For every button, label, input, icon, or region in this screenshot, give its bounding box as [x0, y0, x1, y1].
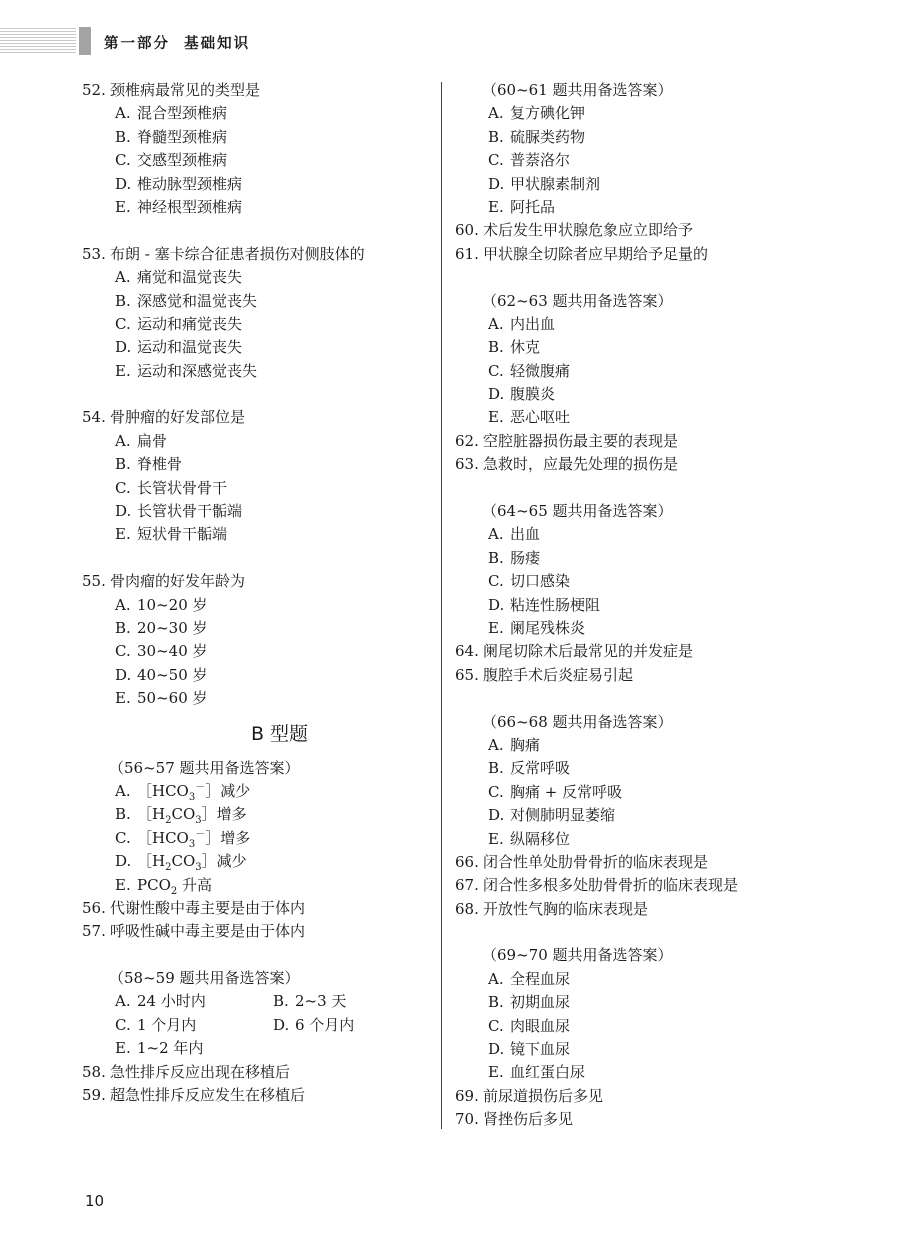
- option: E. 运动和深感觉丧失: [115, 361, 258, 380]
- option: A. $[HCO_3^-]$减少: [115, 781, 251, 803]
- group-note: （62~63 题共用备选答案）: [482, 291, 673, 310]
- question-60: 60. 术后发生甲状腺危象应立即给予: [455, 221, 694, 240]
- group-note: （64~65 题共用备选答案）: [482, 502, 673, 521]
- option: D. 6 个月内: [273, 1015, 355, 1034]
- option: C. 切口感染: [488, 572, 571, 591]
- page-number: 10: [85, 1192, 105, 1210]
- group-note: （60~61 题共用备选答案）: [482, 81, 673, 99]
- option: D. 粘连性肠梗阻: [488, 595, 601, 614]
- spacer: [82, 383, 437, 406]
- option: B. 反常呼吸: [488, 759, 571, 778]
- option: B. 深感觉和温觉丧失: [115, 291, 258, 310]
- group-note: （58~59 题共用备选答案）: [109, 969, 300, 988]
- question-68: 68. 开放性气胸的临床表现是: [455, 899, 649, 918]
- option: A. 10~20 岁: [115, 595, 208, 614]
- question-61: 61. 甲状腺全切除者应早期给予足量的: [455, 244, 709, 263]
- option: B. 2~3 天: [273, 992, 347, 1011]
- option: C. 30~40 岁: [115, 642, 208, 661]
- option: D. 甲状腺素制剂: [488, 174, 601, 193]
- group-note: （69~70 题共用备选答案）: [482, 946, 673, 965]
- option: B. 休克: [488, 338, 541, 357]
- option: B. 脊椎骨: [115, 455, 183, 474]
- option: B. 硫脲类药物: [488, 127, 586, 146]
- option: B. 20~30 岁: [115, 618, 208, 637]
- option: C. 肉眼血尿: [488, 1016, 571, 1035]
- left-column: [82, 79, 437, 1107]
- running-header: 第一部分 基础知识: [104, 36, 251, 52]
- option: D. 运动和温觉丧失: [115, 338, 243, 357]
- spacer: [455, 921, 855, 944]
- option: D. 长管状骨干骺端: [115, 502, 243, 521]
- option-row: [82, 1014, 437, 1037]
- question-65: 65. 腹腔手术后炎症易引起: [455, 665, 634, 684]
- option: D. 40~50 岁: [115, 665, 208, 684]
- option: A. 混合型颈椎病: [115, 104, 228, 123]
- option: E. 50~60 岁: [115, 689, 208, 708]
- option: C. $[HCO_3^-]$增多: [115, 828, 251, 850]
- option: B. 肠瘘: [488, 548, 541, 567]
- option: D. 腹膜炎: [488, 385, 556, 404]
- question-66: 66. 闭合性单处肋骨骨折的临床表现是: [455, 852, 709, 871]
- question-70: 70. 肾挫伤后多见: [455, 1110, 574, 1129]
- option: E. 血红蛋白尿: [488, 1063, 586, 1082]
- option: E. 纵隔移位: [488, 829, 571, 848]
- option: C. 轻微腹痛: [488, 361, 571, 380]
- option: B. 初期血尿: [488, 993, 571, 1012]
- option: E. 神经根型颈椎病: [115, 197, 243, 216]
- header-bar: [79, 27, 91, 55]
- option: D. 椎动脉型颈椎病: [115, 174, 243, 193]
- spacer: [455, 687, 855, 710]
- option: A. 出血: [488, 525, 541, 544]
- option: E. 恶心呕吐: [488, 408, 571, 427]
- option: D. $[H_2CO_3]$减少: [115, 852, 247, 874]
- option: E. 短状骨干骺端: [115, 525, 228, 544]
- option: A. 痛觉和温觉丧失: [115, 268, 243, 287]
- spacer: [82, 944, 437, 967]
- option: C. 长管状骨骨干: [115, 478, 228, 497]
- option: E. 阑尾残株炎: [488, 618, 586, 637]
- question-62: 62. 空腔脏器损伤最主要的表现是: [455, 431, 679, 450]
- question-56: 56. 代谢性酸中毒主要是由于体内: [82, 898, 306, 917]
- question-59: 59. 超急性排斥反应发生在移植后: [82, 1086, 306, 1105]
- option: A. 全程血尿: [488, 969, 571, 988]
- section-heading: B 型题: [250, 722, 309, 745]
- option: A. 内出血: [488, 314, 556, 333]
- question-53: 53. 布朗 - 塞卡综合征患者损伤对侧肢体的: [82, 244, 365, 263]
- option: A. 复方碘化钾: [488, 104, 586, 123]
- option: D. 镜下血尿: [488, 1040, 571, 1059]
- question-57: 57. 呼吸性碱中毒主要是由于体内: [82, 922, 306, 941]
- group-note: （56~57 题共用备选答案）: [109, 758, 300, 777]
- question-55: 55. 骨肉瘤的好发年龄为: [82, 572, 246, 591]
- header-decoration: [0, 28, 76, 54]
- spacer: [82, 547, 437, 570]
- question-54: 54. 骨肿瘤的好发部位是: [82, 408, 246, 427]
- column-divider: [441, 82, 442, 1129]
- question-52: 52. 颈椎病最常见的类型是: [82, 81, 261, 99]
- option: C. 运动和痛觉丧失: [115, 314, 243, 333]
- group-note: （66~68 题共用备选答案）: [482, 712, 673, 731]
- option: C. 交感型颈椎病: [115, 151, 228, 170]
- spacer: [455, 266, 855, 289]
- question-58: 58. 急性排斥反应出现在移植后: [82, 1062, 291, 1081]
- option: E. 阿托品: [488, 197, 556, 216]
- option: A. 扁骨: [115, 431, 168, 450]
- option: A. 24 小时内: [115, 992, 206, 1011]
- question-67: 67. 闭合性多根多处肋骨骨折的临床表现是: [455, 876, 739, 895]
- spacer: [455, 477, 855, 500]
- question-64: 64. 阑尾切除术后最常见的并发症是: [455, 642, 694, 661]
- option: B. 脊髓型颈椎病: [115, 127, 228, 146]
- spacer: [82, 219, 437, 242]
- option: D. 对侧肺明显萎缩: [488, 806, 616, 825]
- option: C. 1 个月内: [115, 1015, 197, 1034]
- option: E. $PCO_2$ 升高: [115, 875, 213, 897]
- question-69: 69. 前尿道损伤后多见: [455, 1086, 604, 1105]
- option: E. 1~2 年内: [115, 1039, 204, 1058]
- option: A. 胸痛: [488, 735, 541, 754]
- option-row: [82, 990, 437, 1013]
- option: C. 胸痛 + 反常呼吸: [488, 782, 623, 801]
- option: B. $[H_2CO_3]$增多: [115, 805, 247, 827]
- option: C. 普萘洛尔: [488, 151, 571, 170]
- question-63: 63. 急救时，应最先处理的损伤是: [455, 455, 679, 474]
- right-column: [455, 79, 855, 1132]
